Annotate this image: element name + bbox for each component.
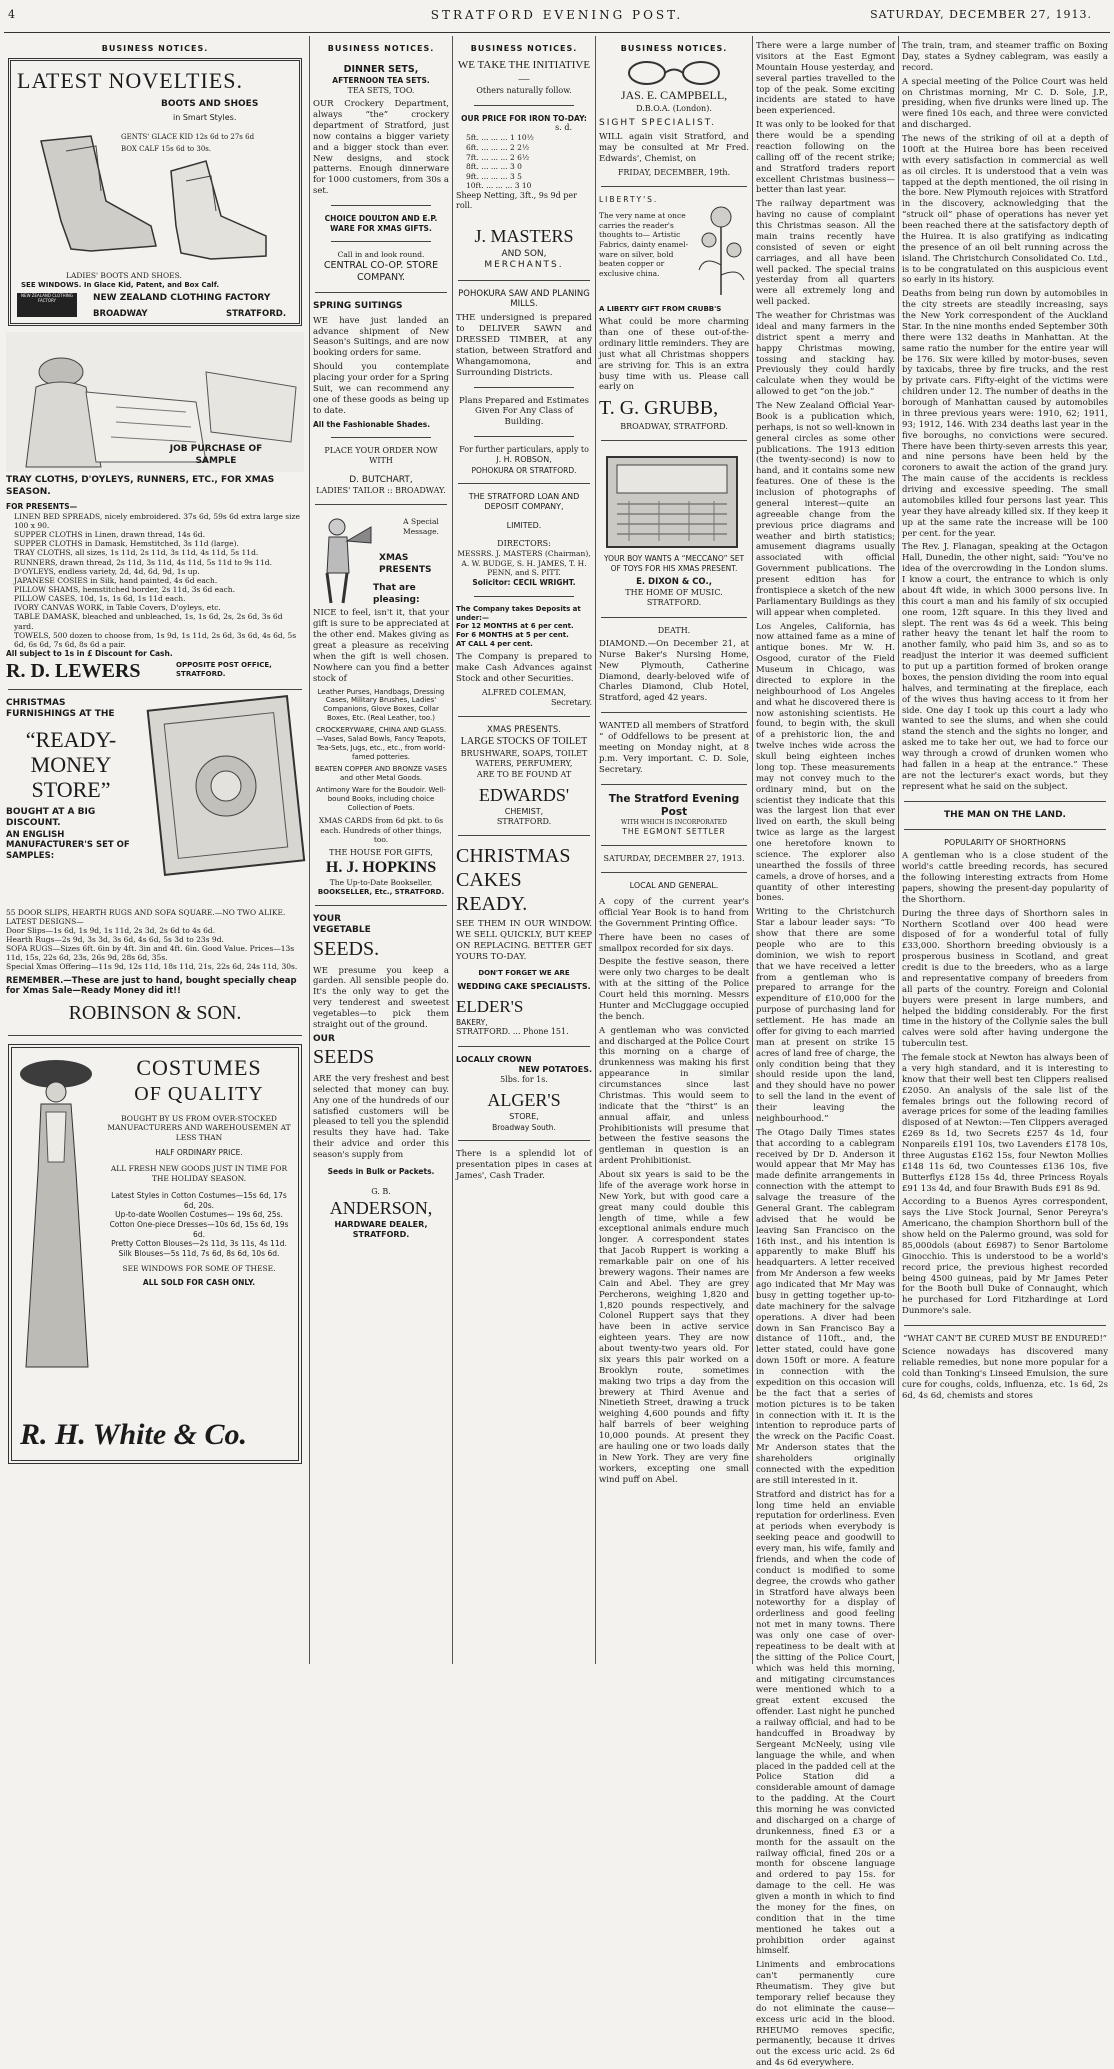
ad-text: CHEMIST,	[504, 806, 544, 816]
divider	[8, 689, 302, 690]
divider	[8, 1035, 302, 1036]
notice-body: WANTED all members of Stratford “ of Oddfellows to be present at meeting on Monday night, at 8 p.m. Very important. C. D. Sole, Secretary.	[599, 721, 749, 775]
divider	[601, 784, 747, 785]
ad-text: BAKERY,	[456, 1017, 488, 1027]
algers-name: ALGER'S	[487, 1090, 561, 1111]
message-ad	[313, 513, 449, 605]
article-title: POPULARITY OF SHORTHORNS	[944, 838, 1066, 848]
ad-title: LATEST NOVELTIES.	[17, 68, 243, 94]
job-purchase: JOB PURCHASE OF SAMPLE	[169, 444, 263, 466]
present-item: PILLOW CASES, 10d, 1s, 1s 6d, 1s 11d each.	[14, 594, 186, 604]
ad-text: AT CALL 4 per cent.	[456, 640, 533, 649]
ad-heading: OUR	[313, 1033, 335, 1044]
cakes-title: READY.	[456, 893, 528, 916]
presents-list	[6, 512, 304, 649]
news-paragraphs	[756, 41, 895, 2069]
ad-text: STRATFORD.	[352, 1230, 410, 1240]
ad-text: ALL FRESH NEW GOODS JUST IN TIME FOR THE HOLIDAY SEASON.	[110, 1164, 288, 1183]
news-paragraph: There were a large number of visitors at the East Egmont Mountain House yesterday, and several parties travelled to the top of the peak. Some exciting incidents are stated to have been experienced.	[756, 41, 895, 117]
ad-text: Call in and look round.	[337, 250, 425, 260]
ad-title: THE STRATFORD LOAN AND DEPOSIT COMPANY,	[468, 492, 580, 512]
column-rule	[309, 36, 310, 1664]
divider	[315, 504, 447, 505]
ad-subtitle: BOOTS AND SHOES	[161, 99, 259, 110]
news-paragraph: The news of the striking of oil at a depth of 100ft at the Huirea bore has been received with every satisfaction in commercial as well as oil circles. It is understood that a vein was tapped at the depth mentioned, the oil rising in the bore. New Plymouth rejoices with Stratford in the discovery, acknowledging that the “struck oil” phase of operations has never yet been reached there at the satisfactory depth of the Huirea. It is also gratifying as indicating the presence of an oil belt running across the island. The Christchurch Consolidated Co. Ltd., is to be congratulated on this auspicious event so early in its history.	[902, 134, 1108, 286]
ad-text: POHOKURA OR STRATFORD.	[471, 465, 577, 475]
ad-text: MERCHANTS.	[484, 260, 564, 271]
ad-text: J. H. ROBSON,	[496, 455, 552, 465]
news-paragraph: A special meeting of the Police Court was held on Christmas morning, Mr C. D. Sole, J.P., presiding, when five drunks were lined up. The were fined 10s each, and three were convicted and discharged.	[902, 76, 1108, 131]
style-item: Up-to-date Woollen Costumes— 19s 6d, 25s.	[115, 1210, 283, 1220]
ad-text: The Company takes Deposits at under:—	[456, 604, 581, 622]
news-paragraph: Deaths from being run down by automobiles in the city streets are steadily increasing, says the New York correspondent of the Auckland Star. In the nine months ended September 30th there were 132 deaths in Manhattan. At the same ratio the number for the entire year will be 176. Six were killed by motor-buses, seven by taxicabs, three by fire trucks, and the rest by private cars. Fifty-eight of the victims were children under 12. The number of deaths in the borough of Manhattan caused by automobiles in three previous years were: 1910, 62; 1911, 93; 1912, 146. With 234 deaths last year in the five boroughs, no convictions were secured. There have been thirty-seven arrests this year, and nine persons have been held by the coroners to await the action of the grand jury. The main cause of the accidents is reckless driving and excessive speeding. The small automobiles killed four persons last year. This year they have already killed six. If they keep it up at the same rate the increase will be 100 per cent. for the year.	[902, 289, 1108, 539]
ad-title: CENTRAL CO-OP. STORE COMPANY.	[323, 259, 439, 284]
ad-text: ALFRED COLEMAN,	[481, 687, 567, 697]
ad-text: Solicitor: CECIL WRIGHT.	[472, 577, 576, 587]
ad-text: BRUSHWARE, SOAPS, TOILET WATERS, PERFUMERY,	[460, 749, 588, 769]
ad-body: Should you contemplate placing your order for a Spring Suit, we can recommend any one of these goods as being up to date.	[313, 362, 449, 416]
ad-text: HARDWARE DEALER,	[334, 1219, 428, 1229]
ad-text: For 12 MONTHS at 6 per cent.	[456, 622, 574, 631]
ad-text: STRATFORD. ... Phone 151.	[456, 1027, 569, 1037]
ad-text: PLACE YOUR ORDER NOW WITH	[324, 446, 438, 466]
ad-text: SEE WINDOWS FOR SOME OF THESE.	[122, 1264, 276, 1274]
meccano-illustration	[599, 449, 749, 554]
ad-text: BOUGHT AT A BIG DISCOUNT.	[6, 806, 96, 829]
divider	[458, 835, 590, 836]
divider	[474, 596, 574, 597]
divider	[474, 436, 574, 437]
ad-body: SEE THEM IN OUR WINDOW. WE SELL QUICKLY, BUT KEEP ON REPLACING. BETTER GET YOURS TO-DAY.	[456, 919, 592, 962]
news-paragraph: There have been no cases of smallpox recorded for six days.	[599, 932, 749, 954]
ad-title: YOUR BOY WANTS A “MECCANO” SET OF TOYS FOR HIS XMAS PRESENT.	[603, 554, 745, 573]
ad-text: AN ENGLISH MANUFACTURER'S SET OF SAMPLES:	[6, 829, 130, 862]
style-item: Latest Styles in Cotton Costumes—15s 6d, 17s 6d, 20s.	[111, 1191, 287, 1210]
section-heading: BUSINESS NOTICES.	[620, 44, 728, 53]
ad-body: ARE the very freshest and best selected that money can buy. Any one of the hundreds of our satisfied customers will be pleased to tell you the splendid results they have had. Take their advice and order this season's supply from	[313, 1073, 449, 1161]
news-paragraph: Despite the festive season, there were only two charges to be dealt with at the sitting of the Police Court held this morning. Messrs Hunter and McCluggage occupied the bench.	[599, 957, 749, 1022]
ad-body: What could be more charming than one of these out-of-the-ordinary little reminders. They are just what all Christmas shoppers are striving for. This is an extra busy time with us. Please call early on	[599, 317, 749, 393]
ad-text: BROADWAY, STRATFORD.	[620, 421, 728, 431]
ad-text: LOCALLY CROWN	[456, 1054, 532, 1064]
ad-text: SEE WINDOWS. In Glace Kid, Patent, and Box Calf.	[21, 281, 220, 290]
ad-text: LADIES' BOOTS AND SHOES.	[66, 271, 182, 281]
present-item: IVORY CANVAS WORK, in Table Covers, D'oyleys, etc.	[14, 603, 221, 613]
ad-text: Sheep Netting, 3ft., 9s 9d per roll.	[456, 191, 577, 211]
divider	[331, 241, 431, 242]
figure-illustration	[313, 513, 373, 605]
divider	[458, 1046, 590, 1047]
ad-body: WILL again visit Stratford, and may be consulted at Mr Fred. Edwards', Chemist, on	[599, 132, 749, 165]
edwards-name: EDWARDS'	[478, 784, 570, 805]
ad-text: 5lbs. for 1s.	[500, 1075, 548, 1085]
hopkins-name: H. J. HOPKINS	[325, 858, 437, 876]
spectacles-icon	[599, 58, 749, 88]
news-paragraphs	[902, 41, 1108, 793]
ad-title: WE TAKE THE INITIATIVE—	[457, 59, 591, 86]
ad-text: For further particulars, apply to	[459, 445, 589, 455]
iron-price-list	[456, 133, 592, 191]
robinson-name: ROBINSON & SON.	[68, 1002, 242, 1025]
ad-text: NEW POTATOES.	[518, 1064, 592, 1074]
ad-body: NICE to feel, isn't it, that your gift is sure to be appreciated at the other end. Makes giving as great a pleasure as receiving when the gift is well chosen. Nowhere can you find a better stock of	[313, 608, 449, 684]
iron-price-row: 6ft. ... ... ... 2 2½	[466, 143, 530, 153]
ad-text: STRATFORD.	[496, 817, 552, 827]
present-item: D'OYLEYS, endless variety, 2d, 4d, 6d, 9d, 1s up.	[14, 566, 200, 576]
land-paragraphs	[902, 851, 1108, 1317]
ad-text: Others naturally follow.	[476, 86, 572, 96]
ad-body: WE have just landed an advance shipment of New Season's Suitings, and are now booking orders for same.	[313, 315, 449, 359]
ad-text: DIRECTORS:	[497, 538, 551, 548]
present-item: TABLE DAMASK, bleached and unbleached, 1s, 1s 6d, 2s, 2s 6d, 3s 6d yard.	[14, 612, 283, 631]
divider	[904, 801, 1106, 802]
tray-heading: TRAY CLOTHS, D'OYLEYS, RUNNERS, ETC., FOR XMAS SEASON.	[6, 475, 275, 497]
ad-title: A LIBERTY GIFT FROM CRUBB'S	[599, 305, 722, 314]
discount-line: All subject to 1s in £ Discount for Cash.	[6, 649, 173, 658]
ad-text: THE HOUSE FOR GIFTS,	[329, 847, 433, 857]
ad-text: LADIES' TAILOR :: BROADWAY.	[316, 486, 446, 496]
ad-text: MESSRS. J. MASTERS (Chairman), A. W. BUDGE, S. H. JAMES, T. H. PENN, and S. PITT.	[457, 549, 591, 578]
anderson-name: ANDERSON,	[329, 1197, 433, 1218]
ad-text: CHOICE DOULTON AND E.P. WARE FOR XMAS GIFTS.	[324, 214, 438, 233]
paper-subtitle: WITH WHICH IS INCORPORATED	[621, 819, 727, 827]
costumes-ad	[8, 1044, 302, 1464]
ad-text: The Up-to-Date Bookseller,	[329, 878, 433, 888]
ready-money-title: “READY-MONEY STORE”	[25, 726, 117, 803]
ad-title: SIGHT SPECIALIST.	[599, 117, 717, 128]
iron-price-row: 5ft. ... ... ... 1 10½	[466, 133, 534, 143]
ad-text: BOOKSELLER, Etc., STRATFORD.	[317, 887, 445, 896]
ad-subtitle: in Smart Styles.	[173, 113, 237, 123]
news-paragraph: Writing to the Christchurch Star a labour leader says: “To show that there are some people who are to this dominion, we wish to report that we have received a letter from a gentleman who is prepared to arrange for the expenditure of £10,000 for the purpose of purchasing land for settlement. He has made an offer for giving to each married man at present on strike 15 acres of land free of charge, the only condition being that they should reside upon the land, and they should have no power to sell the land in the event of their leaving the neighbourhood.”	[756, 907, 895, 1124]
news-paragraph: A gentleman who is a close student of the world's cattle breeding records, has secured the following interesting extracts from Home papers, showing the present-day popularity of the Shorthorn.	[902, 851, 1108, 905]
news-paragraph: Los Angeles, California, has now attained fame as a mine of antique bones. Mr W. H. Osgood, curator of the Field Museum in Chicago, was directed to explore in the neighbourhood of Los Angeles and what he discovered there is now astonishing scientists. He found, to begin with, the skull of a prehistoric lion, the and twelve inches wide across the skull being eighteen inches long top. These measurements may not convey much to the ordinary mind, but on the scientist they indicate that this was the largest lion that ever lived on earth, the skull being twice as large as the largest one heretofore known to science. The explorer also unearthed the fossils of three camels, a drove of horses, and a quantity of other interesting bones.	[756, 621, 895, 904]
sample-item: 55 DOOR SLIPS, HEARTH RUGS AND SOFA SQUARE.—NO TWO ALIKE. LATEST DESIGNS—	[6, 907, 286, 926]
present-item: RUNNERS, drawn thread, 2s 11d, 3s 11d, 4s 11d, 5s 11d to 9s 11d.	[14, 557, 272, 567]
cakes-title: CAKES	[456, 869, 522, 892]
present-item: TOWELS, 500 dozen to choose from, 1s 9d, 1s 11d, 2s 6d, 3s 6d, 4s 6d, 5s 6d, 6s 6d, 7s 6d, 8s 6d a pair.	[14, 630, 297, 649]
style-item: Cotton One-piece Dresses—10s 6d, 15s 6d, 19s 6d.	[109, 1220, 289, 1239]
costumes-title: COSTUMES	[136, 1054, 262, 1080]
ad-text: G. B.	[371, 1186, 391, 1196]
masthead-date: SATURDAY, DECEMBER 27, 1913.	[870, 8, 1092, 21]
divider	[458, 716, 590, 717]
remember-line: REMEMBER.—These are just to hand, bought specially cheap for Xmas Sale—Ready Money did it!!	[6, 975, 297, 997]
local-news	[599, 897, 749, 1485]
paper-subtitle: THE EGMONT SETTLER	[622, 827, 726, 837]
news-paragraph: The train, tram, and steamer traffic on Boxing Day, states a Sydney cablegram, was easily a record.	[902, 41, 1108, 73]
styles-list	[106, 1191, 292, 1258]
present-item: SUPPER CLOTHS in Linen, drawn thread, 14s 6d.	[14, 530, 205, 540]
top-rule	[4, 32, 1110, 33]
ad-body: BEATEN COPPER AND BRONZE VASES and other Metal Goods.	[315, 765, 447, 783]
novelties-ad	[8, 58, 302, 326]
liberty-ad	[599, 195, 749, 305]
ad-title: XMAS PRESENTS.	[487, 725, 561, 736]
ad-body: OUR Crockery Department, always “the” crockery department of Stratford, just now contains a bigger variety and a bigger stock than ever. New designs, and stock patterns. Enough dinnerware for 1000 customers, from 30s a set.	[313, 99, 449, 197]
ad-title: That are pleasing:	[373, 583, 420, 605]
news-paragraph: The Otago Daily Times states that according to a cablegram received by Dr D. Anderson it would appear that Mr May has made definite arrangements in connection with the attempt to salvage the treasure of the General Grant. The cablegram advised that he would be leaving San Francisco on the 16th inst., and his intention is apparently to make Bluff his headquarters. A letter received from Mr Anderson a few weeks ago indicated that Mr May was busy in getting together up-to-date machinery for the salvage operations. A diver had been down in San Francisco Bay a distance of 110ft., and, the letter stated, could have gone down 150ft or more. A feature in connection with the expedition on this occasion will be the fact that a series of motion pictures is to be taken in connection with it. It is the intention to reproduce parts of the wreck on the Pacific Coast. Mr Anderson states that the shareholders originally connected with the expedition are still interested in it.	[756, 1127, 895, 1486]
ad-text: LIMITED.	[506, 520, 542, 530]
boots-illustration	[31, 131, 271, 271]
ad-subtitle: AFTERNOON TEA SETS.	[332, 76, 430, 86]
iron-price-row: 7ft. ... ... ... 2 6½	[466, 152, 530, 162]
campbell-name: JAS. E. CAMPBELL,	[620, 88, 728, 103]
factory-town: STRATFORD.	[226, 309, 287, 320]
elders-name: ELDER'S	[456, 996, 524, 1016]
quality-title: OF QUALITY	[134, 1083, 264, 1106]
logo-lettering: NEW ZEALAND CLOTHING FACTORY	[21, 293, 73, 304]
masthead-title: STRATFORD EVENING POST.	[430, 8, 684, 22]
ad-text: BOUGHT BY US FROM OVER-STOCKED MANUFACTURERS AND WAREHOUSEMEN AT LESS THAN	[107, 1113, 291, 1142]
rug-illustration	[146, 698, 301, 873]
grubb-name: T. G. GRUBB,	[599, 397, 719, 420]
ad-title: XMAS PRESENTS	[379, 553, 432, 575]
divider	[331, 205, 431, 206]
ad-text: HALF ORDINARY PRICE.	[155, 1148, 243, 1158]
divider	[474, 105, 574, 106]
news-paragraph: About six years is said to be the life of the average work horse in New York, but with good care a great many could double this length of time, while a few exceptional animals endure much longer. A correspondent states that Jacob Ruppert is working a remarkable pair on one of his brewery wagons. Their names are Cain and Abel. They are grey Percherons, weighing 1,820 and 1,820 pounds respectively, and Colonel Ruppert says that they have been in active service eighteen years. They are now about twenty-two years old. For six years this pair worked on a Brooklyn route, sometimes making two trips a day from the brewery at Third Avenue and Ninetieth Street, drawing a truck weighing 4,600 pounds and fifty half barrels of beer weighing 10,000 pounds. At present they are hauling one or two loads daily in New York. They are very fine workers, excepting one small wind puff on Abel.	[599, 1170, 749, 1485]
ad-body: THE undersigned is prepared to DELIVER SAWN and DRESSED TIMBER, at any station, between Stratford and Whangamomona, and Surrounding Districts.	[456, 313, 592, 378]
paper-title: The Stratford Evening Post	[608, 792, 740, 818]
ad-text: FRIDAY, DECEMBER, 19th.	[617, 167, 731, 177]
ad-body: Science nowadays has discovered many reliable remedies, but none more popular for a cold than Tonking's Linseed Emulsion, the sure cure for coughs, colds, influenza, etc. 1s 6d, 2s 6d, 4s 6d, chemists and stores	[902, 1347, 1108, 1401]
ad-text: ALL SOLD FOR CASH ONLY.	[142, 1277, 256, 1287]
divider	[601, 872, 747, 873]
news-paragraph: The female stock at Newton has always been of a very high standard, and it is interesting to know that their well best ten Clippers realised £2050. An analysis of the sale list of the females brings out the following record of average prices for some of the leading families disposed of at Newton:—Ten Clippers averaged £269 8s 1d, two Secrets £257 4s 1d, four Nonpareils £191 10s, two Lavenders £178 10s, three Augustas £162 15s, four Newton Mollies £148 11s 6d, two Countesses £136 10s, five Butterflys £128 15s 4d, three Princess Royals £91 13s 4d, and four Brawith Buds £91 8s 9d.	[902, 1053, 1108, 1194]
divider	[331, 437, 431, 438]
factory-name: NEW ZEALAND CLOTHING FACTORY	[93, 293, 271, 304]
divider	[601, 186, 747, 187]
divider	[458, 280, 590, 281]
divider	[904, 1325, 1106, 1326]
ad-subtitle: TEA SETS, TOO.	[347, 85, 415, 95]
sample-item: Special Xmas Offering—11s 9d, 12s 11d, 18s 11d, 21s, 22s 6d, 24s 11d, 30s.	[6, 962, 298, 972]
notice-heading: DEATH.	[657, 625, 691, 635]
ad-heading: VEGETABLE	[313, 925, 371, 936]
dixon-name: E. DIXON & CO.,	[636, 577, 712, 588]
price-line: GENTS' GLACE KID 12s 6d to 27s 6d	[121, 133, 255, 142]
section-heading: BUSINESS NOTICES.	[101, 44, 209, 53]
present-item: TRAY CLOTHS, all sizes, 1s 11d, 2s 11d, 3s 11d, 4s 11d, 5s 11d.	[14, 548, 259, 558]
masthead	[0, 8, 1114, 30]
ad-text: STRATFORD.	[646, 598, 702, 608]
white-signature: R. H. White & Co.	[20, 1417, 247, 1451]
divider	[601, 712, 747, 713]
divider	[601, 617, 747, 618]
ad-title: SPRING SUITINGS	[313, 301, 403, 312]
news-paragraph: The railway department was having no cause of complaint this Christmas season. All the main trains recently have consisted of seven or eight carriages, and all have been well packed. The special trains yesterday from all quarters were all extremely long and well packed.	[756, 199, 895, 308]
section-heading: BUSINESS NOTICES.	[470, 44, 578, 53]
news-paragraph: Liniments and embrocations can't permanently cure Rheumatism. They give but temporary relief because they do not eliminate the cause—excess uric acid in the blood. RHEUMO removes specific, permanently, because it drives out the excess uric acid. 2s 6d and 4s 6d everywhere.	[756, 1960, 895, 2069]
ready-money-ad	[6, 698, 304, 908]
seeds-title: SEEDS	[313, 1046, 375, 1069]
divider	[315, 292, 447, 293]
news-paragraph: A copy of the current year's official Year Book is to hand from the Government Printing Office.	[599, 897, 749, 929]
news-paragraph: The Rev. J. Flanagan, speaking at the Octagon Hall, Dunedin, the other night, said: “You've no idea of the overcrowding in the London slums. I know a court, the entrance to which is only about 4ft wide, in which 3000 persons live. In this court a man and his family of six occupied one room, 12ft square. In this they lived and slept. The rent was 4s 6d a week. This being rather heavy the tenant let half the room to another family, who paid him 3s, and so as to readjust the interior it was deemed sufficient to put up a partition formed of broken orange boxes, the pension dividing the room into equal halves, and terminating at the fireplace, each of the wives thus having access to it from her side. One day I took up this court a lady who wanted to see the slums, and when she could stand the stench and the sights no longer, and asked me to take her out, we had to force our way through a crowd of drunken women who had fallen in a heap at the entrance.” These are not the lecturer's exact words, but they represent what he said on the subject.	[902, 542, 1108, 792]
factory-street: BROADWAY	[93, 309, 148, 320]
ad-text: WEDDING CAKE SPECIALISTS.	[457, 981, 591, 991]
news-paragraph: Stratford and district has for a long time held an enviable reputation for orderliness. Even at periods when everybody is seeking peace and goodwill to every man, his wife, family and friends, and when the code of conduct is modified to some degree, the crowds who gather in Stratford have always been noteworthy for a display of orderliness and good feeling not met in many towns. There was only one case of over-repeatiness to be dealt with at the sitting of the Police Court, which was held this morning, and mitigating circumstances were mentioned which to a great extent excused the offender. Last night he punched a railway official, and had to be handcuffed in Broadway by Sergeant McNeely, using vile language the while, and when placed in the padded cell at the Police Station did a considerable amount of damage to the padding. At the Court this morning he was convicted and discharged on a charge of drunkenness, fined £3 or a month for the assault on the railway official, fined 20s or a month for obscene language and ordered to pay 15s. for damage to the cell. He was given a month in which to find the money for the fines, on condition that in the time mentioned he takes out a prohibition order against himself.	[756, 1489, 895, 1957]
ad-text: DON'T FORGET WE ARE	[478, 968, 570, 977]
news-paragraph: The New Zealand Official Year-Book is a publication which, perhaps, is not so well-known in general circles as some other publications. The 1913 edition (the twenty-second) is now to hand, and it contains some new features. One of these is the inclusion of photographs of general interest—quite an agreeable change from the previous price diagrams and weather and birth statistics; amusement diagrams usually associated with official Government publications. The present edition has for frontispiece a sketch of the new Parliamentary Buildings as they will appear when completed.	[756, 401, 895, 618]
notice-body: DIAMOND.—On December 21, at Nurse Baker's Nursing Home, New Plymouth, Catherine Diamond, dearly-beloved wife of Charles Diamond, Club Hotel, Stratford, aged 42 years.	[599, 638, 749, 704]
column-rule	[452, 36, 453, 1664]
ad-text: OUR PRICE FOR IRON TO-DAY:	[461, 113, 587, 123]
ad-text: STORE,	[509, 1112, 539, 1122]
ad-text: ARE TO BE FOUND AT	[476, 769, 572, 779]
ad-text: Seeds in Bulk or Packets.	[327, 1166, 435, 1176]
ad-heading: YOUR	[313, 913, 342, 924]
present-item: LINEN BED SPREADS, nicely embroidered. 37s 6d, 59s 6d extra large size 100 x 90.	[14, 511, 300, 531]
divider	[474, 387, 574, 388]
style-item: Pretty Cotton Blouses—2s 11d, 3s 11s, 4s 11d.	[111, 1239, 287, 1249]
iron-price-row: 10ft. ... ... ... 3 10	[466, 181, 532, 191]
news-paragraph: During the three days of Shorthorn sales in Northern Scotland over 400 head were disposed of for a wonderful total of fully £33,000. Shorthorn breeding obviously is a prosperous business in Scotland, and great credit is due to the breeders, who as a large and representative company of breeders from all parts of the country. Foreign and Colonial buyers were present in large numbers, and helped the bidding considerably. For the first time in the history of the Collynie sales the bull calves were sold after having undergone the tuberculin test.	[902, 908, 1108, 1050]
ad-body: Antimony Ware for the Boudoir. Well-bound Books, including choice Collection of Poets.	[316, 786, 446, 812]
ad-title: D. BUTCHART,	[349, 474, 413, 485]
sample-item: Hearth Rugs—2s 9d, 3s 3d, 3s 6d, 4s 6d, 5s 3d to 23s 9d.	[6, 935, 224, 945]
style-item: Silk Blouses—5s 11d, 7s 6d, 8s 6d, 10s 6d.	[118, 1248, 280, 1258]
ad-heading: CHRISTMAS FURNISHINGS AT THE	[6, 697, 115, 720]
ad-text: Secretary.	[550, 698, 592, 708]
column-6	[902, 38, 1108, 1664]
news-paragraph: According to a Buenos Ayres correspondent, says the Live Stock Journal, Senor Pereyra's Americano, the champion Shorthorn bull of the show held on the Palermo ground, was sold for 85,000dols (about £6987) to Senor Bartolome Ginocchio. This is understood to be a world's record price, the previous highest recorded being 4500 guineas, paid by Mr James Peter for the Booth bull Duke of Connaught, which he purchased for Lord Fitzhardinge at Lord Dunmore's sale.	[902, 1197, 1108, 1317]
column-1	[6, 38, 304, 1664]
ad-text: D.B.O.A. (London).	[636, 103, 712, 113]
present-item: PILLOW SHAMS, hemstitched border, 2s 11d, 3s 6d each.	[14, 585, 236, 595]
section-title: LOCAL AND GENERAL.	[629, 880, 719, 890]
ad-body: Plans Prepared and Estimates Given For Any Class of Building.	[459, 395, 589, 428]
ad-body: Leather Purses, Handbags, Dressing Cases, Military Brushes, Ladies' Companions, Glove Boxes, Collar Boxes, Etc. (Real Leather, too.)	[317, 687, 445, 723]
ad-text: Broadway South.	[492, 1122, 556, 1132]
lady-figure	[16, 1052, 98, 1372]
price-units: s. d.	[555, 123, 572, 133]
page-number: 4	[8, 8, 15, 21]
column-3	[456, 38, 592, 1664]
ad-title: LIBERTY'S.	[599, 195, 659, 205]
column-rule	[595, 36, 596, 1664]
ad-title: “WHAT CAN'T BE CURED MUST BE ENDURED!”	[903, 1334, 1107, 1343]
sample-item: SOFA RUGS—Sizes 6ft. 6in by 4ft. 3in and 4ft. 6in. Good Value. Prices—13s 11d, 15s, 22s 6d, 23s, 26s 9d, 28s 6d, 35s.	[6, 944, 295, 963]
ad-text: AND SON,	[501, 248, 547, 259]
price-line: BOX CALF 15s 6d to 30s.	[121, 145, 212, 154]
column-2	[313, 38, 449, 1664]
section-heading: BUSINESS NOTICES.	[327, 44, 435, 53]
ad-text: A Special Message.	[403, 517, 439, 536]
paper-date: SATURDAY, DECEMBER 27, 1913.	[603, 853, 745, 863]
seeds-title: SEEDS.	[313, 937, 380, 960]
ad-body: WE presume you keep a garden. All sensible people do. It's the only way to get the very tenderest and sweetest vegetables—to pick them straight out of the ground.	[313, 965, 449, 1030]
column-5	[756, 38, 895, 2069]
divider	[601, 440, 747, 441]
floral-illustration	[694, 195, 749, 295]
divider	[315, 905, 447, 906]
ad-title: POHOKURA SAW AND PLANING MILLS.	[458, 288, 590, 310]
news-paragraph: The weather for Christmas was ideal and many farmers in the district spent a merry and happy Christmas mowing, tossing and stacking hay. Previously they could hardly calculate when they would be allowed to get “on the job.”	[756, 311, 895, 398]
divider	[601, 845, 747, 846]
factory-logo	[17, 293, 77, 317]
ad-body: There is a splendid lot of presentation pipes in cases at James', Cash Trader.	[456, 1149, 592, 1181]
sample-item: Door Slips—1s 6d, 1s 9d, 1s 11d, 2s 3d, 2s 6d to 4s 6d.	[6, 925, 216, 935]
news-paragraph: It was only to be looked for that there would be a spending reaction following on the calling off of the recent strike; and Stratford traders report excellent Christmas business—better than last year.	[756, 120, 895, 196]
lewers-address: OPPOSITE POST OFFICE, STRATFORD.	[176, 660, 272, 678]
cakes-title: CHRISTMAS	[456, 845, 571, 868]
iron-price-row: 8ft. ... ... ... 3 0	[466, 162, 522, 172]
ad-body: The Company is prepared to make Cash Advances against Stock and other Securities.	[456, 652, 592, 685]
ad-title: DINNER SETS,	[343, 64, 419, 76]
present-item: SUPPER CLOTHS in Damask, Hemstitched, 3s 11d (large).	[14, 539, 239, 549]
ad-text: LARGE STOCKS OF TOILET	[460, 736, 588, 748]
present-item: JAPANESE COSIES in Silk, hand painted, 4s 6d each.	[14, 575, 218, 585]
samples-list	[6, 908, 304, 972]
divider	[904, 829, 1106, 830]
for-presents: FOR PRESENTS—	[6, 502, 78, 512]
ad-text: All the Fashionable Shades.	[313, 419, 431, 429]
iron-price-row: 9ft. ... ... ... 3 5	[466, 171, 522, 181]
column-rule	[752, 36, 753, 1664]
section-title: THE MAN ON THE LAND.	[944, 809, 1066, 820]
ad-text: For 6 MONTHS at 5 per cent.	[456, 631, 569, 640]
ad-body: CROCKERYWARE, CHINA AND GLASS.—Vases, Salad Bowls, Fancy Teapots, Tea-Sets, Jugs, etc., etc., from world-famed potteries.	[315, 726, 447, 762]
ad-body: The very name at once carries the reader's thoughts to— Artistic Fabrics, dainty enamel-ware on silver, bold beaten copper or exclusive china.	[599, 211, 689, 278]
lewers-name: R. D. LEWERS	[6, 659, 141, 682]
ad-text: THE HOME OF MUSIC.	[625, 588, 723, 598]
masters-name: J. MASTERS	[474, 226, 574, 247]
divider	[458, 1140, 590, 1141]
divider	[458, 483, 590, 484]
column-4	[599, 38, 749, 1664]
ad-body: XMAS CARDS from 6d pkt. to 6s each. Hundreds of other things, too.	[318, 815, 444, 845]
news-paragraph: A gentleman who was convicted and discharged at the Police Court this morning on a charge of drunkenness was making his first appearance in similar circumstances since last Christmas. This would seem to indicate that the “thirst” is an annual affair, and unless Prohibitionists will presume that between the festive seasons the gentleman in question is an ardent Prohibitionist.	[599, 1025, 749, 1167]
column-rule	[898, 36, 899, 1664]
